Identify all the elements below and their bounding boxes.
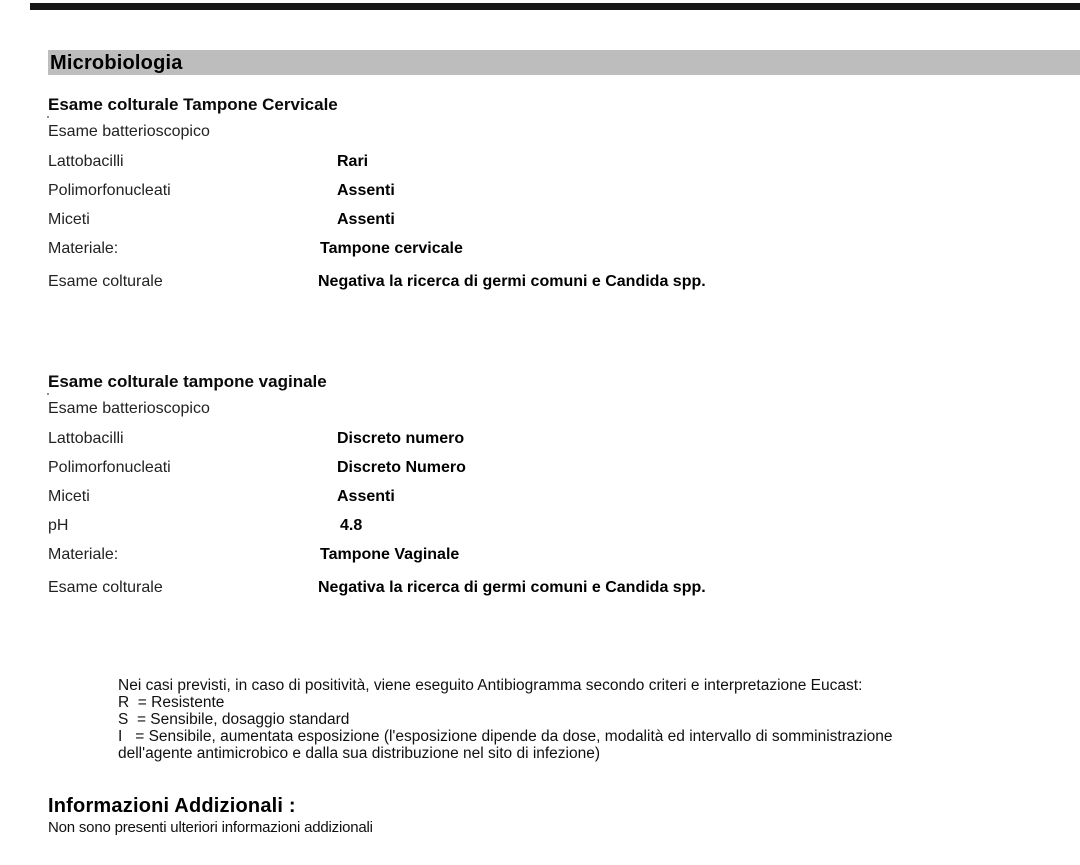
table-row (48, 273, 1058, 293)
row-value: Negativa la ricerca di germi comuni e Candida spp. (318, 579, 706, 596)
table-row (48, 459, 1058, 479)
table-row (48, 579, 1058, 599)
note-line: R = Resistente (118, 694, 225, 711)
vaginal-section-title: Esame colturale tampone vaginale (48, 372, 327, 391)
footnote-dot (47, 393, 49, 395)
row-value: Assenti (337, 211, 395, 228)
vaginal-subtitle: Esame batterioscopico (48, 400, 210, 417)
note-line: dell'agente antimicrobico e dalla sua distribuzione nel sito di infezione) (118, 745, 601, 762)
table-row (48, 182, 1058, 202)
row-label: Polimorfonucleati (48, 459, 171, 476)
row-label: Esame colturale (48, 273, 163, 290)
row-label: Lattobacilli (48, 153, 124, 170)
antibiogram-note (118, 677, 1003, 762)
row-value: Tampone cervicale (320, 240, 463, 257)
vaginal-swab-section (48, 372, 1058, 612)
table-row (48, 488, 1058, 508)
row-value: Discreto Numero (337, 459, 466, 476)
table-row (48, 211, 1058, 231)
microbiology-section-header (48, 50, 1080, 75)
table-row (48, 153, 1058, 173)
footnote-dot (47, 116, 49, 118)
table-row (48, 517, 1058, 537)
row-label: Miceti (48, 211, 90, 228)
cervical-subtitle: Esame batterioscopico (48, 123, 210, 140)
row-label: Esame colturale (48, 579, 163, 596)
row-label: Polimorfonucleati (48, 182, 171, 199)
table-row (48, 546, 1058, 566)
additional-info-body: Non sono presenti ulteriori informazioni addizionali (48, 819, 373, 836)
cervical-section-title: Esame colturale Tampone Cervicale (48, 95, 338, 114)
section-header-title: Microbiologia (50, 52, 183, 74)
row-label: Lattobacilli (48, 430, 124, 447)
row-value: Rari (337, 153, 369, 170)
row-label: Materiale: (48, 546, 119, 563)
row-value: Discreto numero (337, 430, 465, 447)
table-row (48, 430, 1058, 450)
row-value: Negativa la ricerca di germi comuni e Candida spp. (318, 273, 706, 290)
note-line: Nei casi previsti, in caso di positività, viene eseguito Antibiogramma secondo criteri e interpretazione Eucast: (118, 677, 863, 694)
note-line: S = Sensibile, dosaggio standard (118, 711, 350, 728)
cervical-swab-section (48, 95, 1058, 305)
row-value: Assenti (337, 182, 395, 199)
row-value: 4.8 (340, 517, 363, 534)
row-label: pH (48, 517, 69, 534)
page-top-rule (30, 3, 1080, 10)
row-label: Miceti (48, 488, 90, 505)
additional-info-title: Informazioni Addizionali : (48, 795, 296, 817)
table-row (48, 240, 1058, 260)
row-value: Tampone Vaginale (320, 546, 460, 563)
row-value: Assenti (337, 488, 395, 505)
note-line: I = Sensibile, aumentata esposizione (l'esposizione dipende da dose, modalità ed intervallo di somministrazione (118, 728, 893, 745)
row-label: Materiale: (48, 240, 119, 257)
